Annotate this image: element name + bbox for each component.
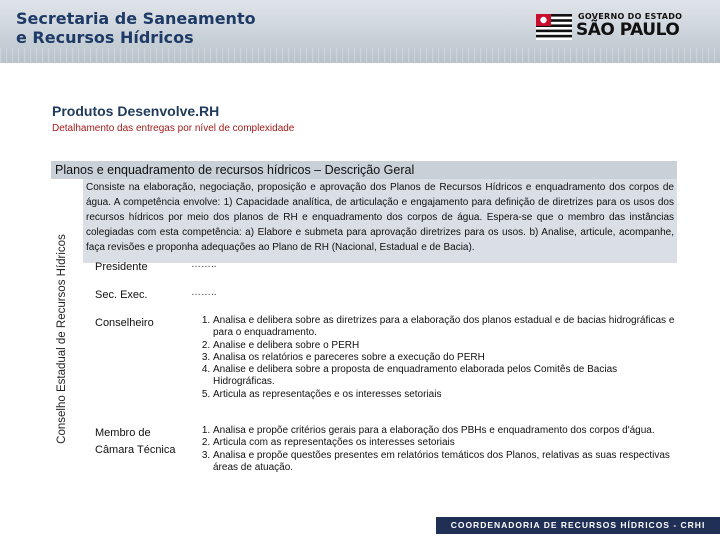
org-name (16, 9, 256, 47)
sao-paulo-flag-icon (536, 14, 572, 40)
role-responsibilities (191, 315, 678, 425)
list-item: 5. Articula as representações e os interesses setoriais (213, 389, 678, 401)
state-name: SÃO PAULO (576, 20, 680, 40)
role-row (88, 315, 678, 425)
org-line-2: e Recursos Hídricos (16, 28, 194, 47)
role-responsibilities (191, 425, 678, 474)
section-heading-text: Planos e enquadramento de recursos hídricos – Descrição Geral (55, 163, 415, 177)
role-placeholder: …….. (191, 287, 217, 298)
role-row (88, 259, 678, 287)
sidebar-label: Conselho Estadual de Recursos Hídricos (56, 234, 68, 444)
role-name: Sec. Exec. (95, 289, 148, 301)
role-row (88, 425, 678, 474)
vertical-sidebar (51, 179, 73, 500)
government-label: GOVERNO DO ESTADO (578, 12, 683, 21)
list-item: 1. Analisa e delibera sobre as diretrizes para a elaboração dos planos estadual e de bacias hidrográficas e para o enquadramento. (213, 315, 678, 340)
section-heading (51, 161, 677, 179)
responsibility-list (191, 425, 678, 474)
header-stripes (0, 48, 720, 63)
header-banner (0, 0, 720, 63)
role-name: Conselheiro (95, 317, 154, 329)
roles-table (88, 259, 678, 474)
page-subtitle: Detalhamento das entregas por nível de complexidade (52, 123, 295, 134)
org-line-1: Secretaria de Saneamento (16, 9, 256, 28)
list-item: 3. Analisa os relatórios e pareceres sobre a execução do PERH (213, 352, 678, 364)
page-title: Produtos Desenvolve.RH (52, 103, 220, 119)
role-name: Membro de Câmara Técnica (95, 427, 176, 456)
list-item: 3. Analisa e propõe questões presentes em relatórios temáticos dos Planos, relativas as suas respectivas áreas de atuação. (213, 450, 678, 475)
list-item: 1. Analisa e propõe critérios gerais para a elaboração dos PBHs e enquadramento dos corpos d'água. (213, 425, 678, 437)
responsibility-list (191, 315, 678, 401)
list-item: 2. Analise e delibera sobre o PERH (213, 340, 678, 352)
description-panel: Consiste na elaboração, negociação, proposição e aprovação dos Planos de Recursos Hídricos e enquadramento dos corpos de água. A competência envolve: 1) Capacidade analítica, de articulação e engajamento para definição de diretrizes para os usos dos recursos hídricos por meio dos planos de RH e enquadramento dos corpos de água. Espera-se que o membro das instâncias colegiadas com esta competência: a) Elabore e submeta para aprovação diretrizes para os usos. b) Analise, articule, acompanhe, faça revisões e proponha adequações ao Plano de RH (Nacional, Estadual e de Bacia). (83, 179, 677, 263)
list-item: 2. Articula com as representações os interesses setoriais (213, 437, 678, 449)
list-item: 4. Analise e delibera sobre a proposta de enquadramento elaborada pelos Comitês de Bacias Hidrográficas. (213, 364, 678, 389)
role-name: Presidente (95, 261, 148, 273)
footer-bar: COORDENADORIA DE RECURSOS HÍDRICOS - CRHI (436, 517, 720, 534)
role-placeholder: …….. (191, 259, 217, 270)
role-row (88, 287, 678, 315)
government-logo (536, 12, 686, 44)
